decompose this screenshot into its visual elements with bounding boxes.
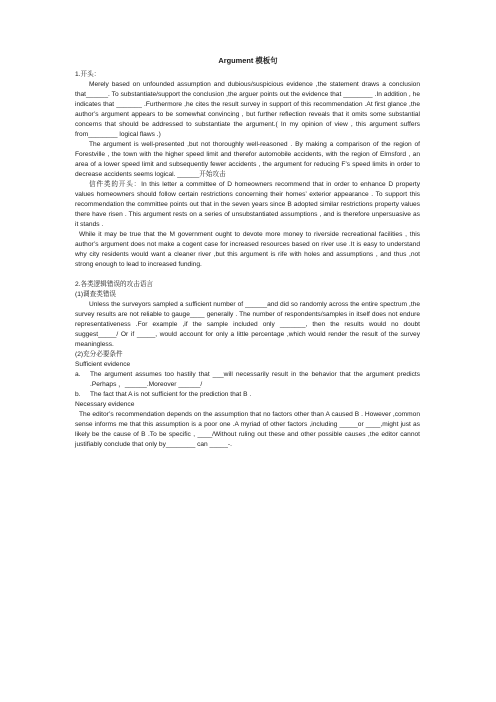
paragraph-opening-2: The argument is well-presented ,but not thoroughly well-reasoned . By making a comparison of the region of Forestville , the town with the higher speed limit and therefor automobile accidents, with the region of Elmsford , an area of a lower speed limit and subsequently fewer accidents , the argument for reducing F’s speed limits in order to decrease accidents seems logical. ______开始攻击	[75, 141, 420, 178]
subsection-conditions-heading: (2)充分必要条件	[75, 351, 123, 358]
list-item	[75, 390, 420, 400]
section-1-heading: 1.开头：	[75, 71, 101, 78]
list-item-text: The fact that A is not sufficient for the prediction that B .	[90, 391, 252, 398]
sufficient-evidence-heading: Sufficient evidence	[75, 361, 131, 368]
sufficient-evidence-list	[75, 370, 420, 400]
paragraph-survey: Unless the surveyors sampled a sufficient number of ______and did so randomly across the entire spectrum ,the survey results are not reliable to gauge____ generally . The number of respondents/samples in itself does not endure representativeness .For example ,if the sample included only _______, then the results would no doubt suggest_____/ Or if _____, would account for only a little percentage ,which would render the result of the survey meaningless.	[75, 301, 420, 348]
paragraph-letter-opening: 信件类的开头：In this letter a committee of D homeowners recommend that in order to enhance D property values homeowners should follow certain restrictions concerning their homes’ exterior appearance . To support this recommendation the committee points out that in the seven years since B adopted similar restrictions property values there have risen . This argument rests on a series of unsubstantiated assumptions , and is therefore unpersuasive as it stands .	[75, 181, 420, 228]
section-2-heading: 2.各类逻辑错误的攻击语言	[75, 281, 154, 288]
list-item-label: b.	[75, 391, 81, 398]
subsection-survey-heading: (1)调查类错误	[75, 291, 117, 298]
necessary-evidence-heading: Necessary evidence	[75, 401, 135, 408]
list-item-text: The argument assumes too hastily that ___will necessarily result in the behavior that the argument predicts .Perhaps ，______.Moreover ______/	[90, 371, 420, 388]
page-title: Argument 模板句	[218, 56, 278, 65]
document-body	[75, 70, 420, 450]
paragraph-necessary-evidence: The editor’s recommendation depends on the assumption that no factors other than A caused B . However ,common sense informs me that this assumption is a poor one .A myriad of other factors ,including _____or ____,might just as likely be the cause of B .To be specific , ____/Without ruling out these and other possible causes ,the editor cannot justifiably conclude that only by________ can _____-.	[75, 411, 420, 448]
list-item-label: a.	[75, 371, 81, 378]
paragraph-opening-4: While it may be true that the M government ought to devote more money to riverside recreational facilities , this author’s argument does not make a cogent case for increased resources based on river use .It is easy to understand why city residents would want a cleaner river ,but this argument is rife with holes and assumptions , and thus ,not strong enough to lead to increased funding.	[75, 231, 420, 268]
paragraph-opening-1: Merely based on unfounded assumption and dubious/suspicious evidence ,the statement draws a conclusion that______. To substantiate/support the conclusion ,the arguer points out the evidence that ________ .In addition , he indicates that _______ .Furthermore ,he cites the result survey in support of this recommendation .At first glance ,the author’s argument appears to be somewhat convincing , but further reflection reveals that it omits some substantial concerns that should be addressed to substantiate the argument.( In my opinion of view , this argument suffers from________ logical flaws .)	[75, 81, 420, 138]
list-item	[75, 370, 420, 390]
